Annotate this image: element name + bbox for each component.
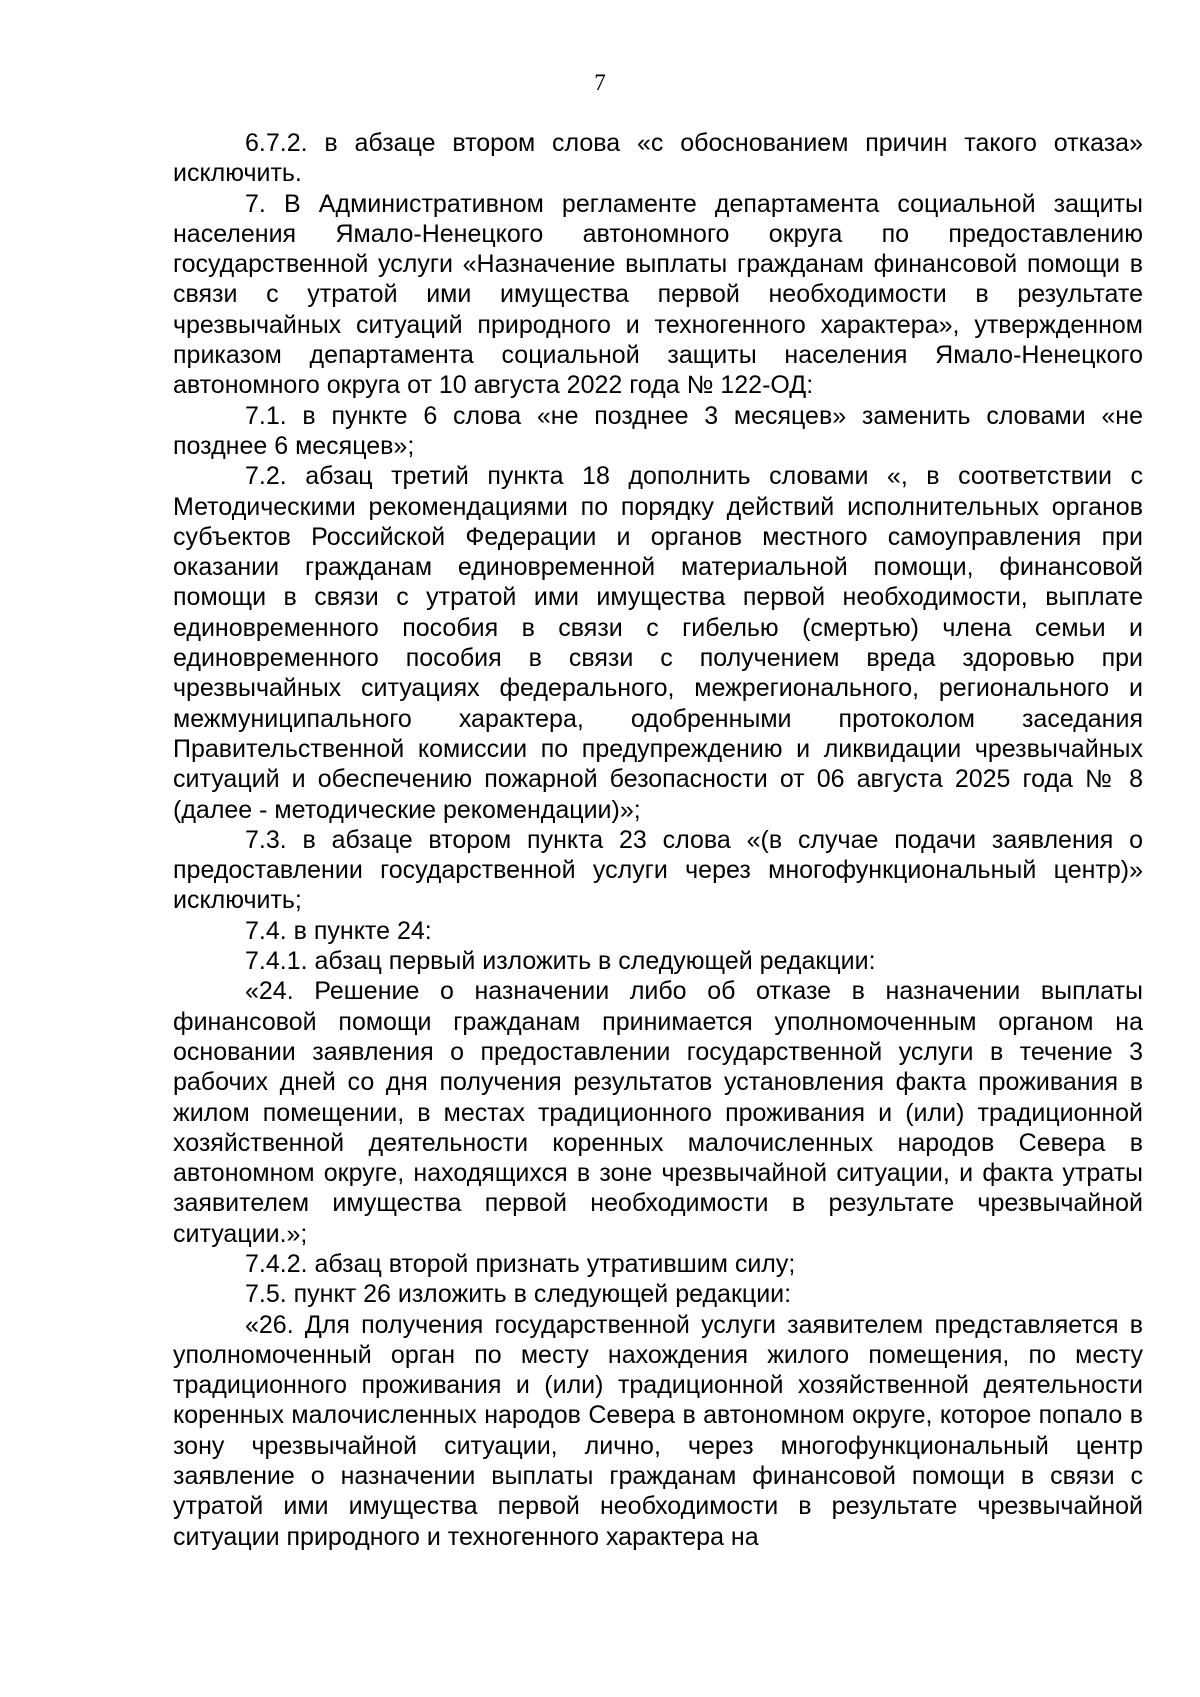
paragraph-7: 7. В Административном регламенте департамента социальной защиты населения Ямало-Ненецкого автономного округа по предоставлению государственной услуги «Назначение выплаты гражданам финансовой помощи в связи с утратой ими имущества первой необходимости в результате чрезвычайных ситуаций природного и техногенного характера», утвержденном приказом департамента социальной защиты населения Ямало-Ненецкого автономного округа от 10 августа 2022 года № 122-ОД: bbox=[173, 189, 1143, 400]
paragraph-7-4: 7.4. в пункте 24: bbox=[245, 916, 432, 945]
paragraph-7-2: 7.2. абзац третий пункта 18 дополнить словами «, в соответствии с Методическими рекомендациями по порядку действий исполнительных органов субъектов Российской Федерации и органов местного самоуправления при оказании гражданам единовременной материальной помощи, финансовой помощи в связи с утратой ими имущества первой необходимости, выплате единовременного пособия в связи с гибелью (смертью) члена семьи и единовременного пособия в связи с получением вреда здоровью при чрезвычайных ситуациях федерального, межрегионального, регионального и межмуниципального характера, одобренными протоколом заседания Правительственной комиссии по предупреждению и ликвидации чрезвычайных ситуаций и обеспечению пожарной безопасности от 06 августа 2025 года № 8 (далее - методические рекомендации)»; bbox=[173, 462, 1143, 824]
paragraph-6-7-2: 6.7.2. в абзаце втором слова «с обоснованием причин такого отказа» исключить. bbox=[173, 129, 1143, 188]
paragraph-quote-24: «24. Решение о назначении либо об отказе в назначении выплаты финансовой помощи гражданам принимается уполномоченным органом на основании заявления о предоставлении государственной услуги в течение 3 рабочих дней со дня получения результатов установления факта проживания в жилом помещении, в местах традиционного проживания и (или) традиционной хозяйственной деятельности коренных малочисленных народов Севера в автономном округе, находящихся в зоне чрезвычайной ситуации, и факта утраты заявителем имущества первой необходимости в результате чрезвычайной ситуации.»; bbox=[173, 977, 1143, 1248]
paragraph-7-4-2: 7.4.2. абзац второй признать утратившим силу; bbox=[245, 1249, 796, 1278]
document-body bbox=[173, 128, 1143, 1552]
paragraph-quote-26: «26. Для получения государственной услуги заявителем представляется в уполномоченный орган по месту нахождения жилого помещения, по месту традиционного проживания и (или) традиционной хозяйственной деятельности коренных малочисленных народов Севера в автономном округе, которое попало в зону чрезвычайной ситуации, лично, через многофункциональный центр заявление о назначении выплаты гражданам финансовой помощи в связи с утратой ими имущества первой необходимости в результате чрезвычайной ситуации природного и техногенного характера на bbox=[173, 1310, 1143, 1551]
paragraph-7-1: 7.1. в пункте 6 слова «не позднее 3 месяцев» заменить словами «не позднее 6 месяцев»; bbox=[173, 401, 1143, 460]
paragraph-7-3: 7.3. в абзаце втором пункта 23 слова «(в случае подачи заявления о предоставлении государственной услуги через многофункциональный центр)» исключить; bbox=[173, 825, 1143, 915]
paragraph-7-4-1: 7.4.1. абзац первый изложить в следующей редакции: bbox=[245, 947, 876, 976]
paragraph-7-5: 7.5. пункт 26 изложить в следующей редакции: bbox=[245, 1280, 792, 1309]
page-number: 7 bbox=[594, 70, 606, 95]
